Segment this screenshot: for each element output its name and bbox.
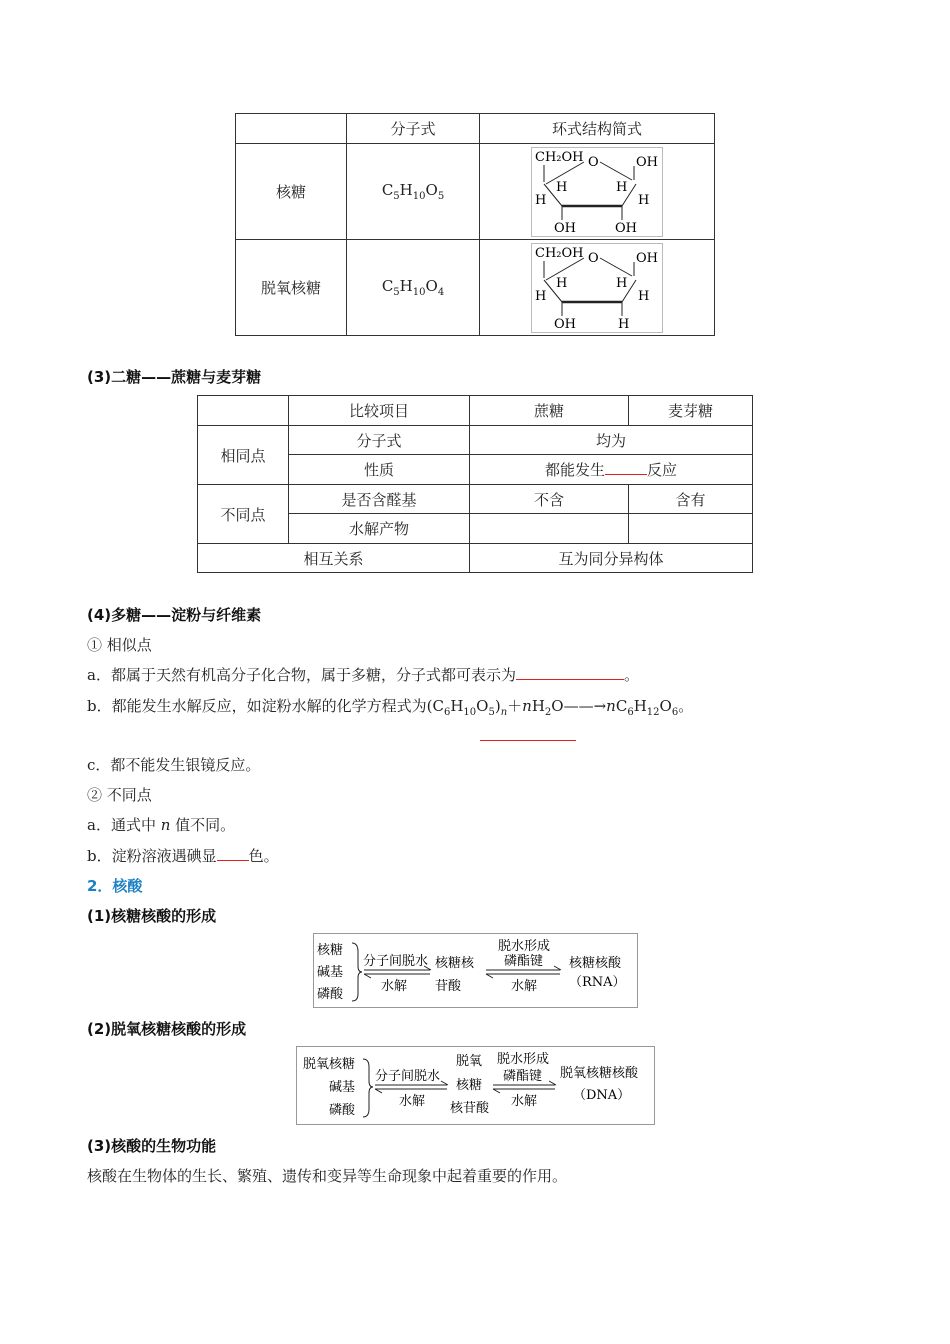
svg-text:碱基: 碱基	[329, 1080, 356, 1095]
svg-text:水解: 水解	[381, 979, 408, 994]
monosaccharide-table	[235, 113, 715, 336]
maltose-hydrolysis	[629, 514, 753, 544]
svg-text:脱氧核糖核酸: 脱氧核糖核酸	[560, 1066, 639, 1081]
svg-text:磷酸: 磷酸	[317, 987, 344, 1002]
svg-text:分子间脱水: 分子间脱水	[375, 1069, 441, 1084]
function-text: 核酸在生物体的生长、繁殖、遗传和变异等生命现象中起着重要的作用。	[87, 1167, 568, 1185]
svg-text:H: H	[556, 179, 568, 195]
formula-blank	[516, 679, 624, 680]
ribose-formula: $C_5H_{10}O_5$	[347, 144, 480, 240]
property-label: 性质	[289, 455, 470, 485]
svg-text:核糖核: 核糖核	[435, 956, 475, 971]
disaccharide-table	[197, 395, 753, 573]
svg-text:水解: 水解	[511, 1094, 538, 1109]
svg-text:核糖核酸: 核糖核酸	[569, 956, 622, 971]
svg-text:H: H	[638, 192, 650, 208]
svg-text:脱水形成: 脱水形成	[497, 1052, 550, 1067]
ring-ch2oh: CH₂OH	[535, 149, 584, 165]
similar-heading: ① 相似点	[87, 636, 152, 654]
deoxyribose-formula: $C_5H_{10}O_4$	[347, 240, 480, 336]
svg-text:H: H	[535, 288, 547, 304]
disaccharide-header-empty	[198, 396, 289, 426]
deoxyribose-ring-cell	[480, 240, 715, 336]
svg-text:OH: OH	[636, 250, 658, 266]
sucrose-hydrolysis	[470, 514, 629, 544]
aldehyde-label: 是否含醛基	[289, 485, 470, 514]
svg-text:H: H	[616, 179, 628, 195]
rna-title: (1)核糖核酸的形成	[87, 907, 217, 925]
diff-heading: ② 不同点	[87, 786, 152, 804]
section4-title: (4)多糖——淀粉与纤维素	[87, 606, 262, 624]
color-blank	[217, 860, 249, 861]
ribose-ring-cell	[480, 144, 715, 240]
relation-value: 互为同分异构体	[470, 544, 753, 573]
svg-text:H: H	[535, 192, 547, 208]
svg-text:碱基: 碱基	[317, 965, 344, 980]
svg-text:H: H	[618, 316, 630, 332]
svg-text:核糖: 核糖	[317, 943, 344, 958]
svg-text:OH: OH	[554, 220, 576, 236]
svg-text:（DNA）: （DNA）	[573, 1088, 631, 1103]
svg-text:脱水形成: 脱水形成	[498, 939, 551, 954]
svg-text:脱氧: 脱氧	[456, 1054, 483, 1069]
nucleic-acid-heading: 2．核酸	[87, 877, 143, 895]
svg-text:OH: OH	[554, 316, 576, 332]
svg-text:磷酯键: 磷酯键	[503, 1069, 543, 1084]
diff-a: a．通式中 n 值不同。	[87, 816, 236, 834]
same-label: 相同点	[198, 426, 289, 485]
svg-text:核苷酸: 核苷酸	[450, 1101, 490, 1116]
equation-blank	[480, 740, 576, 741]
svg-text:CH₂OH: CH₂OH	[535, 245, 584, 261]
diff-b: b．淀粉溶液遇碘显 色。	[87, 847, 279, 865]
svg-text:磷酯键: 磷酯键	[504, 954, 544, 969]
svg-text:水解: 水解	[511, 979, 538, 994]
ring-o: O	[588, 154, 599, 170]
disaccharide-header-maltose: 麦芽糖	[629, 396, 753, 426]
svg-text:（RNA）: （RNA）	[569, 975, 626, 990]
maltose-aldehyde: 含有	[629, 485, 753, 514]
table-header-formula: 分子式	[347, 114, 480, 144]
svg-text:H: H	[638, 288, 650, 304]
svg-text:水解: 水解	[399, 1094, 426, 1109]
table-header-ring: 环式结构简式	[480, 114, 715, 144]
dna-title: (2)脱氧核糖核酸的形成	[87, 1020, 247, 1038]
formula-label: 分子式	[289, 426, 470, 455]
svg-text:脱氧核糖: 脱氧核糖	[303, 1057, 356, 1072]
ring-oh-top: OH	[636, 154, 658, 170]
property-value: 都能发生 反应	[470, 455, 753, 485]
hydrolysis-label: 水解产物	[289, 514, 470, 544]
diff-label: 不同点	[198, 485, 289, 544]
similar-b: b．都能发生水解反应，如淀粉水解的化学方程式为$(C_6H_{10}O_5)_n+nH_2O——\to nC_6H_{12}O_6$。	[87, 697, 694, 718]
property-blank	[605, 474, 647, 475]
deoxyribose-name: 脱氧核糖	[236, 240, 347, 336]
similar-a: a．都属于天然有机高分子化合物，属于多糖，分子式都可表示为 。	[87, 666, 639, 684]
svg-text:O: O	[588, 250, 599, 266]
similar-c: c．都不能发生银镜反应。	[87, 756, 261, 774]
function-title: (3)核酸的生物功能	[87, 1137, 217, 1155]
svg-text:OH: OH	[615, 220, 637, 236]
dna-formation-diagram	[296, 1046, 655, 1125]
svg-text:苷酸: 苷酸	[435, 979, 462, 994]
deoxyribose-ring-structure	[531, 243, 663, 333]
svg-text:H: H	[616, 275, 628, 291]
sucrose-aldehyde: 不含	[470, 485, 629, 514]
relation-label: 相互关系	[198, 544, 470, 573]
svg-text:核糖: 核糖	[456, 1078, 483, 1093]
ribose-ring-structure	[531, 147, 663, 237]
table-header-empty	[236, 114, 347, 144]
svg-text:磷酸: 磷酸	[329, 1103, 356, 1118]
formula-value: 均为	[470, 426, 753, 455]
disaccharide-header-sucrose: 蔗糖	[470, 396, 629, 426]
ribose-name: 核糖	[236, 144, 347, 240]
rna-formation-diagram	[313, 933, 638, 1008]
svg-text:H: H	[556, 275, 568, 291]
section3-title: (3)二糖——蔗糖与麦芽糖	[87, 368, 262, 386]
svg-text:分子间脱水: 分子间脱水	[363, 954, 429, 969]
disaccharide-header-item: 比较项目	[289, 396, 470, 426]
